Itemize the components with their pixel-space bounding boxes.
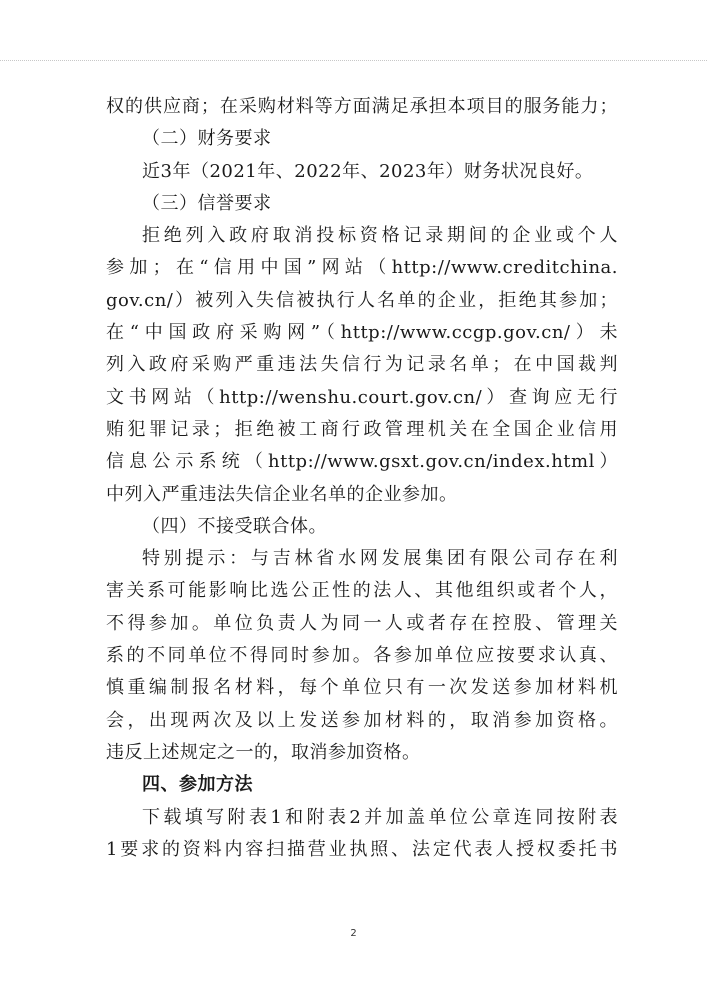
section-heading-finance: （二）财务要求: [142, 128, 272, 150]
text-line: 列入政府采购严重违法失信行为记录名单；在中国裁判: [106, 354, 618, 376]
text-line: 下载填写附表1和附表2并加盖单位公章连同按附表: [142, 806, 618, 828]
text-line: 违反上述规定之一的，取消参加资格。: [106, 741, 421, 763]
section-heading-consortium: （四）不接受联合体。: [142, 515, 327, 537]
page-number: 2: [350, 928, 357, 939]
text-line: 在“中国政府采购网”（http://www.ccgp.gov.cn/）未: [106, 322, 618, 344]
text-line: 权的供应商；在采购材料等方面满足承担本项目的服务能力；: [106, 96, 618, 117]
document-body: [106, 91, 618, 866]
header-rule: [0, 60, 707, 61]
text-line: 害关系可能影响比选公正性的法人、其他组织或者个人，: [106, 580, 618, 602]
text-line: 不得参加。单位负责人为同一人或者存在控股、管理关: [106, 612, 618, 634]
text-line: 参加；在“信用中国”网站（http://www.creditchina.: [106, 257, 618, 279]
section-heading-method: 四、参加方法: [142, 774, 253, 796]
text-line: 系的不同单位不得同时参加。各参加单位应按要求认真、: [106, 645, 618, 667]
text-line: 文书网站（http://wenshu.court.gov.cn/）查询应无行: [106, 386, 618, 408]
text-line: gov.cn/）被列入失信被执行人名单的企业，拒绝其参加；: [106, 289, 618, 311]
text-line: 贿犯罪记录；拒绝被工商行政管理机关在全国企业信用: [106, 418, 618, 440]
section-heading-credit: （三）信誉要求: [142, 192, 272, 214]
text-line: 1要求的资料内容扫描营业执照、法定代表人授权委托书: [106, 838, 618, 860]
text-line: 近3年（2021年、2022年、2023年）财务状况良好。: [142, 160, 594, 182]
text-line: 特别提示：与吉林省水网发展集团有限公司存在利: [142, 548, 618, 570]
text-line: 慎重编制报名材料，每个单位只有一次发送参加材料机: [106, 677, 618, 699]
text-line: 中列入严重违法失信企业名单的企业参加。: [106, 483, 458, 505]
text-line: 信息公示系统（http://www.gsxt.gov.cn/index.html）: [106, 451, 618, 473]
text-line: 拒绝列入政府取消投标资格记录期间的企业或个人: [142, 225, 618, 247]
text-line: 会，出现两次及以上发送参加材料的，取消参加资格。: [106, 709, 618, 731]
